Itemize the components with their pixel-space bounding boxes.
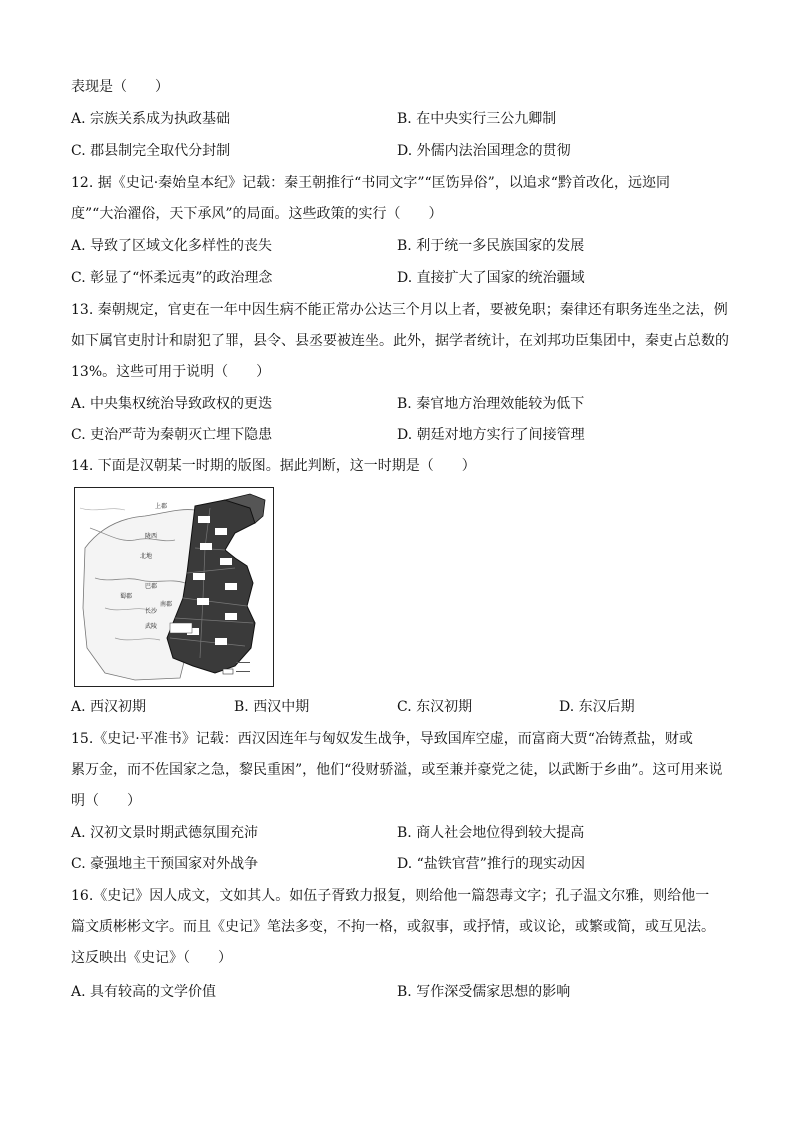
svg-text:陇西: 陇西 [145, 533, 158, 540]
svg-text:巴郡: 巴郡 [145, 583, 158, 590]
q16-stem-line-3: 这反映出《史记》（ ） [71, 950, 232, 966]
q16-option-a[interactable]: A. 具有较高的文学价值 [71, 984, 217, 1000]
q12-stem-line-2: 度”“大治濯俗，天下承风”的局面。这些政策的实行（ ） [71, 206, 443, 222]
q14-option-b[interactable]: B. 西汉中期 [234, 699, 310, 715]
q12-stem-line-1: 12. 据《史记·秦始皇本纪》记载：秦王朝推行“书同文字”“匡饬异俗”，以追求“黔首改化，远迩同 [71, 175, 670, 191]
q16-stem-line-1: 16.《史记》因人成文，文如其人。如伍子胥致力报复，则给他一篇怨毒文字；孔子温文尔雅，则给他一 [71, 888, 710, 904]
q15-stem-line-2: 累万金，而不佐国家之急，黎民重困”，他们“役财骄溢，或至兼并豪党之徒，以武断于乡曲”。这可用来说 [71, 762, 723, 778]
q13-option-a[interactable]: A. 中央集权统治导致政权的更迭 [71, 396, 273, 412]
q14-option-d[interactable]: D. 东汉后期 [559, 699, 635, 715]
q12-option-a[interactable]: A. 导致了区域文化多样性的丧失 [71, 238, 273, 254]
q13-stem-line-1: 13. 秦朝规定，官吏在一年中因生病不能正常办公达三个月以上者，要被免职；秦律还有职务连坐之法，例 [71, 302, 728, 318]
han-territory-map [74, 487, 274, 687]
q11-stem-tail: 表现是（ ） [71, 79, 169, 95]
q13-option-c[interactable]: C. 吏治严苛为秦朝灭亡埋下隐患 [71, 427, 273, 443]
q15-option-c[interactable]: C. 豪强地主干预国家对外战争 [71, 856, 259, 872]
q15-stem-line-1: 15.《史记·平准书》记载：西汉因连年与匈奴发生战争，导致国库空虚，而富商大贾“冶铸煮盐，财或 [71, 731, 693, 747]
q13-option-b[interactable]: B. 秦官地方治理效能较为低下 [397, 396, 585, 412]
q13-stem-line-2: 如下属官吏肘计和尉犯了罪，县令、县丞要被连坐。此外，据学者统计，在刘邦功臣集团中，秦吏占总数的 [71, 333, 729, 349]
q11-option-c[interactable]: C. 郡县制完全取代分封制 [71, 143, 231, 159]
q15-option-d[interactable]: D. “盐铁官营”推行的现实动因 [397, 856, 585, 872]
q11-option-d[interactable]: D. 外儒内法治国理念的贯彻 [397, 143, 571, 159]
q15-option-a[interactable]: A. 汉初文景时期武德氛围充沛 [71, 825, 259, 841]
svg-text:蜀郡: 蜀郡 [120, 593, 133, 600]
q16-stem-line-2: 篇文质彬彬文字。而且《史记》笔法多变，不拘一格，或叙事，或抒情，或议论，或繁或简，或互见法。 [71, 919, 715, 935]
svg-text:武陵: 武陵 [145, 623, 158, 630]
svg-text:南郡: 南郡 [160, 601, 173, 608]
svg-text:上郡: 上郡 [155, 503, 168, 510]
q14-option-a[interactable]: A. 西汉初期 [71, 699, 147, 715]
q13-option-d[interactable]: D. 朝廷对地方实行了间接管理 [397, 427, 585, 443]
q12-option-c[interactable]: C. 彰显了“怀柔远夷”的政治理念 [71, 270, 273, 286]
q11-option-b[interactable]: B. 在中央实行三公九卿制 [397, 111, 557, 127]
q14-stem-line-1: 14. 下面是汉朝某一时期的版图。据此判断，这一时期是（ ） [71, 458, 476, 474]
q12-option-d[interactable]: D. 直接扩大了国家的统治疆域 [397, 270, 585, 286]
svg-text:北地: 北地 [140, 553, 153, 560]
q13-stem-line-3: 13%。这些可用于说明（ ） [71, 364, 271, 380]
q15-option-b[interactable]: B. 商人社会地位得到较大提高 [397, 825, 585, 841]
q12-option-b[interactable]: B. 利于统一多民族国家的发展 [397, 238, 585, 254]
q11-option-a[interactable]: A. 宗族关系成为执政基础 [71, 111, 231, 127]
q16-option-b[interactable]: B. 写作深受儒家思想的影响 [397, 984, 571, 1000]
q14-option-c[interactable]: C. 东汉初期 [397, 699, 473, 715]
svg-text:长沙: 长沙 [145, 608, 158, 615]
q15-stem-line-3: 明（ ） [71, 793, 141, 809]
